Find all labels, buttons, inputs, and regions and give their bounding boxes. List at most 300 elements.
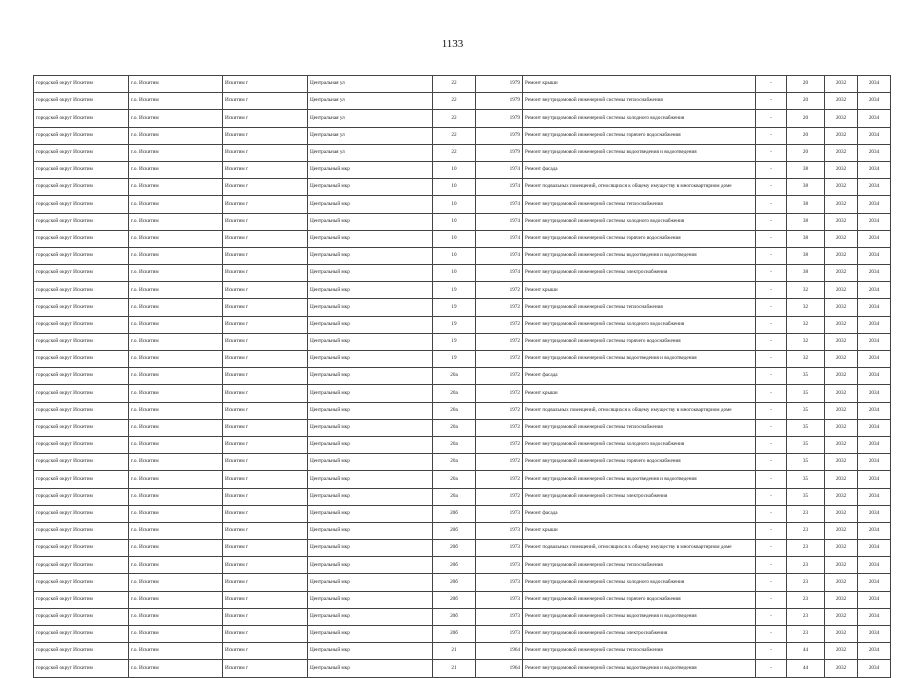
build-year-cell: 1974 — [476, 247, 523, 264]
placeholder-cell: - — [756, 351, 787, 368]
build-year-cell: 1972 — [476, 402, 523, 419]
wear-value-cell: 23 — [787, 591, 825, 608]
locality-cell: Искитим г — [223, 127, 308, 144]
build-year-cell: 1972 — [476, 368, 523, 385]
build-year-cell: 1973 — [476, 591, 523, 608]
wear-value-cell: 35 — [787, 419, 825, 436]
table-row — [34, 196, 891, 213]
house-number-cell: 19 — [433, 282, 476, 299]
placeholder-cell: - — [756, 333, 787, 350]
wear-value-cell: 23 — [787, 522, 825, 539]
page-number: 1133 — [441, 38, 464, 50]
district-cell: городской округ Искитим — [34, 471, 129, 488]
district-cell: городской округ Искитим — [34, 213, 129, 230]
city-district-cell: г.о. Искитим — [129, 608, 223, 625]
table-row — [34, 93, 891, 110]
city-district-cell: г.о. Искитим — [129, 351, 223, 368]
locality-cell: Искитим г — [223, 591, 308, 608]
district-cell: городской округ Искитим — [34, 574, 129, 591]
end-year-cell: 2034 — [858, 574, 891, 591]
locality-cell: Искитим г — [223, 196, 308, 213]
city-district-cell: г.о. Искитим — [129, 660, 223, 677]
start-year-cell: 2032 — [825, 316, 858, 333]
wear-value-cell: 35 — [787, 454, 825, 471]
placeholder-cell: - — [756, 282, 787, 299]
street-cell: Центральная ул — [308, 76, 433, 93]
placeholder-cell: - — [756, 488, 787, 505]
start-year-cell: 2032 — [825, 402, 858, 419]
start-year-cell: 2032 — [825, 557, 858, 574]
end-year-cell: 2034 — [858, 591, 891, 608]
street-cell: Центральный мкр — [308, 299, 433, 316]
district-cell: городской округ Искитим — [34, 505, 129, 522]
end-year-cell: 2034 — [858, 608, 891, 625]
end-year-cell: 2034 — [858, 76, 891, 93]
work-type-cell: Ремонт внутридомовой инженерной системы электроснабжения — [523, 488, 756, 505]
end-year-cell: 2034 — [858, 419, 891, 436]
end-year-cell: 2034 — [858, 144, 891, 161]
table-row — [34, 230, 891, 247]
house-number-cell: 20б — [433, 591, 476, 608]
placeholder-cell: - — [756, 540, 787, 557]
work-type-cell: Ремонт внутридомовой инженерной системы водоотведения и водоотведения — [523, 144, 756, 161]
placeholder-cell: - — [756, 454, 787, 471]
city-district-cell: г.о. Искитим — [129, 230, 223, 247]
street-cell: Центральный мкр — [308, 385, 433, 402]
table-row — [34, 505, 891, 522]
locality-cell: Искитим г — [223, 436, 308, 453]
table-row — [34, 574, 891, 591]
locality-cell: Искитим г — [223, 557, 308, 574]
house-number-cell: 20а — [433, 368, 476, 385]
build-year-cell: 1972 — [476, 316, 523, 333]
wear-value-cell: 35 — [787, 471, 825, 488]
house-number-cell: 20б — [433, 608, 476, 625]
placeholder-cell: - — [756, 402, 787, 419]
work-type-cell: Ремонт фасада — [523, 505, 756, 522]
build-year-cell: 1973 — [476, 608, 523, 625]
district-cell: городской округ Искитим — [34, 488, 129, 505]
placeholder-cell: - — [756, 505, 787, 522]
end-year-cell: 2034 — [858, 454, 891, 471]
district-cell: городской округ Искитим — [34, 660, 129, 677]
city-district-cell: г.о. Искитим — [129, 282, 223, 299]
start-year-cell: 2032 — [825, 93, 858, 110]
table-row — [34, 436, 891, 453]
placeholder-cell: - — [756, 660, 787, 677]
city-district-cell: г.о. Искитим — [129, 196, 223, 213]
placeholder-cell: - — [756, 436, 787, 453]
wear-value-cell: 44 — [787, 643, 825, 660]
placeholder-cell: - — [756, 557, 787, 574]
street-cell: Центральный мкр — [308, 608, 433, 625]
table-row — [34, 540, 891, 557]
work-type-cell: Ремонт крыши — [523, 522, 756, 539]
house-number-cell: 21 — [433, 660, 476, 677]
work-type-cell: Ремонт внутридомовой инженерной системы электроснабжения — [523, 626, 756, 643]
locality-cell: Искитим г — [223, 608, 308, 625]
end-year-cell: 2034 — [858, 265, 891, 282]
end-year-cell: 2034 — [858, 488, 891, 505]
build-year-cell: 1979 — [476, 93, 523, 110]
table-row — [34, 127, 891, 144]
city-district-cell: г.о. Искитим — [129, 419, 223, 436]
street-cell: Центральный мкр — [308, 351, 433, 368]
locality-cell: Искитим г — [223, 454, 308, 471]
street-cell: Центральный мкр — [308, 179, 433, 196]
house-number-cell: 10 — [433, 230, 476, 247]
wear-value-cell: 35 — [787, 402, 825, 419]
district-cell: городской округ Искитим — [34, 110, 129, 127]
house-number-cell: 19 — [433, 316, 476, 333]
city-district-cell: г.о. Искитим — [129, 127, 223, 144]
wear-value-cell: 32 — [787, 351, 825, 368]
wear-value-cell: 23 — [787, 540, 825, 557]
street-cell: Центральный мкр — [308, 454, 433, 471]
district-cell: городской округ Искитим — [34, 144, 129, 161]
placeholder-cell: - — [756, 127, 787, 144]
placeholder-cell: - — [756, 144, 787, 161]
locality-cell: Искитим г — [223, 522, 308, 539]
wear-value-cell: 23 — [787, 505, 825, 522]
table-row — [34, 660, 891, 677]
locality-cell: Искитим г — [223, 144, 308, 161]
build-year-cell: 1974 — [476, 179, 523, 196]
end-year-cell: 2034 — [858, 196, 891, 213]
street-cell: Центральный мкр — [308, 196, 433, 213]
street-cell: Центральный мкр — [308, 265, 433, 282]
start-year-cell: 2032 — [825, 608, 858, 625]
house-number-cell: 22 — [433, 144, 476, 161]
build-year-cell: 1979 — [476, 144, 523, 161]
table-row — [34, 351, 891, 368]
city-district-cell: г.о. Искитим — [129, 247, 223, 264]
end-year-cell: 2034 — [858, 385, 891, 402]
wear-value-cell: 20 — [787, 110, 825, 127]
placeholder-cell: - — [756, 574, 787, 591]
locality-cell: Искитим г — [223, 660, 308, 677]
start-year-cell: 2032 — [825, 127, 858, 144]
work-type-cell: Ремонт внутридомовой инженерной системы горячего водоснабжения — [523, 127, 756, 144]
placeholder-cell: - — [756, 93, 787, 110]
street-cell: Центральная ул — [308, 127, 433, 144]
city-district-cell: г.о. Искитим — [129, 76, 223, 93]
table-row — [34, 557, 891, 574]
work-type-cell: Ремонт внутридомовой инженерной системы теплоснабжения — [523, 643, 756, 660]
wear-value-cell: 35 — [787, 368, 825, 385]
start-year-cell: 2032 — [825, 161, 858, 178]
placeholder-cell: - — [756, 643, 787, 660]
district-cell: городской округ Искитим — [34, 282, 129, 299]
table-row — [34, 368, 891, 385]
house-number-cell: 19 — [433, 333, 476, 350]
street-cell: Центральный мкр — [308, 436, 433, 453]
house-number-cell: 21 — [433, 643, 476, 660]
wear-value-cell: 32 — [787, 299, 825, 316]
build-year-cell: 1964 — [476, 660, 523, 677]
work-type-cell: Ремонт внутридомовой инженерной системы водоотведения и водоотведения — [523, 247, 756, 264]
end-year-cell: 2034 — [858, 626, 891, 643]
work-type-cell: Ремонт крыши — [523, 385, 756, 402]
district-cell: городской округ Искитим — [34, 265, 129, 282]
placeholder-cell: - — [756, 471, 787, 488]
locality-cell: Искитим г — [223, 247, 308, 264]
locality-cell: Искитим г — [223, 265, 308, 282]
placeholder-cell: - — [756, 230, 787, 247]
work-type-cell: Ремонт внутридомовой инженерной системы горячего водоснабжения — [523, 333, 756, 350]
build-year-cell: 1973 — [476, 540, 523, 557]
wear-value-cell: 32 — [787, 316, 825, 333]
locality-cell: Искитим г — [223, 230, 308, 247]
build-year-cell: 1979 — [476, 127, 523, 144]
house-number-cell: 19 — [433, 351, 476, 368]
build-year-cell: 1972 — [476, 333, 523, 350]
table-row — [34, 76, 891, 93]
start-year-cell: 2032 — [825, 299, 858, 316]
wear-value-cell: 23 — [787, 608, 825, 625]
table-row — [34, 454, 891, 471]
table-row — [34, 522, 891, 539]
build-year-cell: 1972 — [476, 299, 523, 316]
work-type-cell: Ремонт крыши — [523, 282, 756, 299]
city-district-cell: г.о. Искитим — [129, 488, 223, 505]
table-row — [34, 213, 891, 230]
locality-cell: Искитим г — [223, 419, 308, 436]
district-cell: городской округ Искитим — [34, 522, 129, 539]
house-number-cell: 10 — [433, 196, 476, 213]
build-year-cell: 1974 — [476, 213, 523, 230]
street-cell: Центральный мкр — [308, 419, 433, 436]
wear-value-cell: 44 — [787, 660, 825, 677]
city-district-cell: г.о. Искитим — [129, 626, 223, 643]
placeholder-cell: - — [756, 299, 787, 316]
table-row — [34, 316, 891, 333]
wear-value-cell: 35 — [787, 385, 825, 402]
work-type-cell: Ремонт подвальных помещений, относящихся к общему имуществу в многоквартирном доме — [523, 540, 756, 557]
start-year-cell: 2032 — [825, 488, 858, 505]
start-year-cell: 2032 — [825, 522, 858, 539]
capital-repair-table — [33, 75, 891, 678]
locality-cell: Искитим г — [223, 385, 308, 402]
table-row — [34, 591, 891, 608]
end-year-cell: 2034 — [858, 368, 891, 385]
street-cell: Центральный мкр — [308, 574, 433, 591]
street-cell: Центральный мкр — [308, 333, 433, 350]
locality-cell: Искитим г — [223, 505, 308, 522]
table-row — [34, 110, 891, 127]
end-year-cell: 2034 — [858, 93, 891, 110]
table-row — [34, 643, 891, 660]
locality-cell: Искитим г — [223, 471, 308, 488]
placeholder-cell: - — [756, 368, 787, 385]
end-year-cell: 2034 — [858, 660, 891, 677]
locality-cell: Искитим г — [223, 213, 308, 230]
start-year-cell: 2032 — [825, 179, 858, 196]
city-district-cell: г.о. Искитим — [129, 402, 223, 419]
build-year-cell: 1979 — [476, 110, 523, 127]
start-year-cell: 2032 — [825, 626, 858, 643]
house-number-cell: 20а — [433, 385, 476, 402]
build-year-cell: 1974 — [476, 161, 523, 178]
locality-cell: Искитим г — [223, 93, 308, 110]
street-cell: Центральный мкр — [308, 282, 433, 299]
start-year-cell: 2032 — [825, 144, 858, 161]
work-type-cell: Ремонт внутридомовой инженерной системы холодного водоснабжения — [523, 316, 756, 333]
street-cell: Центральный мкр — [308, 540, 433, 557]
start-year-cell: 2032 — [825, 282, 858, 299]
end-year-cell: 2034 — [858, 505, 891, 522]
wear-value-cell: 38 — [787, 196, 825, 213]
end-year-cell: 2034 — [858, 333, 891, 350]
locality-cell: Искитим г — [223, 402, 308, 419]
district-cell: городской округ Искитим — [34, 608, 129, 625]
table-row — [34, 179, 891, 196]
city-district-cell: г.о. Искитим — [129, 213, 223, 230]
locality-cell: Искитим г — [223, 488, 308, 505]
start-year-cell: 2032 — [825, 660, 858, 677]
district-cell: городской округ Искитим — [34, 351, 129, 368]
build-year-cell: 1972 — [476, 419, 523, 436]
locality-cell: Искитим г — [223, 179, 308, 196]
house-number-cell: 20а — [433, 471, 476, 488]
wear-value-cell: 38 — [787, 247, 825, 264]
work-type-cell: Ремонт внутридомовой инженерной системы водоотведения и водоотведения — [523, 471, 756, 488]
build-year-cell: 1974 — [476, 196, 523, 213]
wear-value-cell: 32 — [787, 282, 825, 299]
street-cell: Центральный мкр — [308, 557, 433, 574]
work-type-cell: Ремонт внутридомовой инженерной системы горячего водоснабжения — [523, 591, 756, 608]
work-type-cell: Ремонт внутридомовой инженерной системы холодного водоснабжения — [523, 213, 756, 230]
table-row — [34, 333, 891, 350]
start-year-cell: 2032 — [825, 247, 858, 264]
district-cell: городской округ Искитим — [34, 247, 129, 264]
end-year-cell: 2034 — [858, 316, 891, 333]
table-body — [34, 76, 891, 678]
work-type-cell: Ремонт внутридомовой инженерной системы водоотведения и водоотведения — [523, 351, 756, 368]
city-district-cell: г.о. Искитим — [129, 557, 223, 574]
work-type-cell: Ремонт внутридомовой инженерной системы горячего водоснабжения — [523, 230, 756, 247]
build-year-cell: 1973 — [476, 626, 523, 643]
city-district-cell: г.о. Искитим — [129, 471, 223, 488]
street-cell: Центральный мкр — [308, 161, 433, 178]
end-year-cell: 2034 — [858, 402, 891, 419]
city-district-cell: г.о. Искитим — [129, 643, 223, 660]
build-year-cell: 1974 — [476, 230, 523, 247]
district-cell: городской округ Искитим — [34, 643, 129, 660]
street-cell: Центральный мкр — [308, 488, 433, 505]
locality-cell: Искитим г — [223, 110, 308, 127]
city-district-cell: г.о. Искитим — [129, 385, 223, 402]
district-cell: городской округ Искитим — [34, 402, 129, 419]
house-number-cell: 22 — [433, 127, 476, 144]
end-year-cell: 2034 — [858, 540, 891, 557]
house-number-cell: 20б — [433, 626, 476, 643]
district-cell: городской округ Искитим — [34, 626, 129, 643]
locality-cell: Искитим г — [223, 299, 308, 316]
end-year-cell: 2034 — [858, 522, 891, 539]
district-cell: городской округ Искитим — [34, 179, 129, 196]
district-cell: городской округ Искитим — [34, 230, 129, 247]
street-cell: Центральная ул — [308, 93, 433, 110]
city-district-cell: г.о. Искитим — [129, 144, 223, 161]
wear-value-cell: 20 — [787, 93, 825, 110]
city-district-cell: г.о. Искитим — [129, 591, 223, 608]
start-year-cell: 2032 — [825, 454, 858, 471]
house-number-cell: 20б — [433, 522, 476, 539]
start-year-cell: 2032 — [825, 110, 858, 127]
build-year-cell: 1973 — [476, 557, 523, 574]
locality-cell: Искитим г — [223, 282, 308, 299]
locality-cell: Искитим г — [223, 161, 308, 178]
placeholder-cell: - — [756, 247, 787, 264]
locality-cell: Искитим г — [223, 316, 308, 333]
start-year-cell: 2032 — [825, 368, 858, 385]
wear-value-cell: 20 — [787, 144, 825, 161]
district-cell: городской округ Искитим — [34, 127, 129, 144]
city-district-cell: г.о. Искитим — [129, 574, 223, 591]
house-number-cell: 20а — [433, 436, 476, 453]
locality-cell: Искитим г — [223, 643, 308, 660]
city-district-cell: г.о. Искитим — [129, 161, 223, 178]
placeholder-cell: - — [756, 179, 787, 196]
start-year-cell: 2032 — [825, 419, 858, 436]
start-year-cell: 2032 — [825, 540, 858, 557]
street-cell: Центральный мкр — [308, 471, 433, 488]
table-row — [34, 247, 891, 264]
build-year-cell: 1979 — [476, 76, 523, 93]
end-year-cell: 2034 — [858, 213, 891, 230]
house-number-cell: 20а — [433, 454, 476, 471]
street-cell: Центральная ул — [308, 144, 433, 161]
start-year-cell: 2032 — [825, 591, 858, 608]
work-type-cell: Ремонт фасада — [523, 368, 756, 385]
table-row — [34, 402, 891, 419]
house-number-cell: 10 — [433, 213, 476, 230]
house-number-cell: 20б — [433, 540, 476, 557]
wear-value-cell: 35 — [787, 436, 825, 453]
start-year-cell: 2032 — [825, 574, 858, 591]
house-number-cell: 10 — [433, 265, 476, 282]
placeholder-cell: - — [756, 76, 787, 93]
work-type-cell: Ремонт фасада — [523, 161, 756, 178]
placeholder-cell: - — [756, 591, 787, 608]
work-type-cell: Ремонт внутридомовой инженерной системы электроснабжения — [523, 265, 756, 282]
district-cell: городской округ Искитим — [34, 196, 129, 213]
table-row — [34, 488, 891, 505]
wear-value-cell: 23 — [787, 626, 825, 643]
city-district-cell: г.о. Искитим — [129, 522, 223, 539]
house-number-cell: 20а — [433, 488, 476, 505]
city-district-cell: г.о. Искитим — [129, 299, 223, 316]
placeholder-cell: - — [756, 608, 787, 625]
work-type-cell: Ремонт внутридомовой инженерной системы теплоснабжения — [523, 93, 756, 110]
city-district-cell: г.о. Искитим — [129, 93, 223, 110]
wear-value-cell: 38 — [787, 230, 825, 247]
table-row — [34, 282, 891, 299]
locality-cell: Искитим г — [223, 333, 308, 350]
street-cell: Центральная ул — [308, 110, 433, 127]
placeholder-cell: - — [756, 161, 787, 178]
house-number-cell: 22 — [433, 110, 476, 127]
end-year-cell: 2034 — [858, 110, 891, 127]
district-cell: городской округ Искитим — [34, 419, 129, 436]
street-cell: Центральный мкр — [308, 626, 433, 643]
end-year-cell: 2034 — [858, 351, 891, 368]
end-year-cell: 2034 — [858, 436, 891, 453]
table-row — [34, 419, 891, 436]
house-number-cell: 22 — [433, 93, 476, 110]
locality-cell: Искитим г — [223, 351, 308, 368]
